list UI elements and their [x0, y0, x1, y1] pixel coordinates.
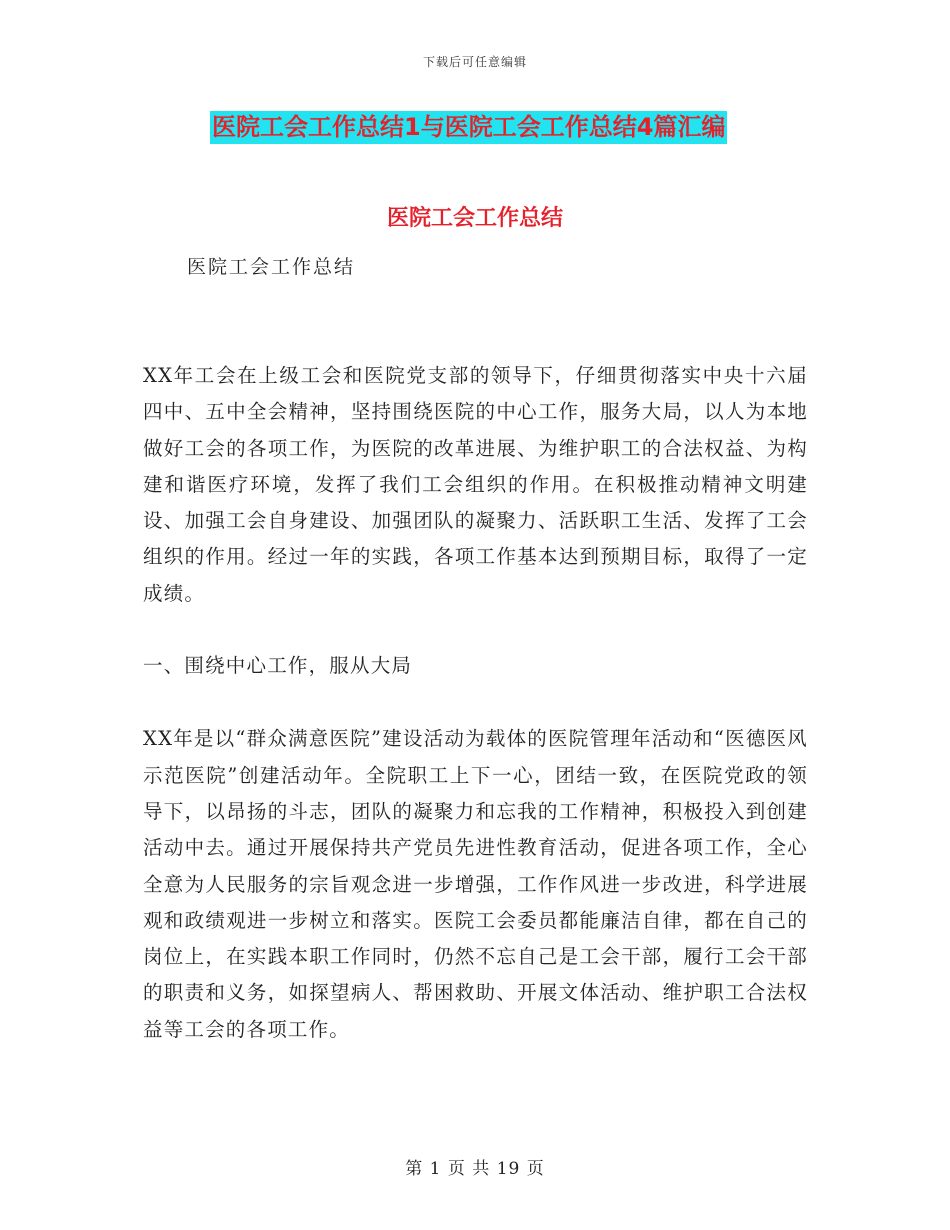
page-indicator: 第 1 页 共 19 页: [405, 1159, 545, 1179]
body-paragraph-1: XX年工会在上级工会和医院党支部的领导下，仔细贯彻落实中央十六届四中、五中全会精神，坚持围绕医院的中心工作，服务大局，以人为本地做好工会的各项工作，为医院的改革进展、为维护职工的合法权益、为构建和谐医疗环境，发挥了我们工会组织的作用。在积极推动精神文明建设、加强工会自身建设、加强团队的凝聚力、活跃职工生活、发挥了工会组织的作用。经过一年的实践，各项工作基本达到预期目标，取得了一定成绩。: [143, 364, 808, 605]
section-title: 医院工会工作总结: [386, 206, 563, 231]
section-heading-1: 一、围绕中心工作，服从大局: [143, 654, 413, 678]
body-paragraph-2: XX年是以“群众满意医院”建设活动为载体的医院管理年活动和“医德医风示范医院”创建活动年。全院职工上下一心，团结一致，在医院党政的领导下，以昂扬的斗志，团队的凝聚力和忘我的工作精神，积极投入到创建活动中去。通过开展保持共产党员先进性教育活动，促进各项工作，全心全意为人民服务的宗旨观念进一步增强，工作作风进一步改进，科学进展观和政绩观进一步树立和落实。医院工会委员都能廉洁自律，都在自己的岗位上，在实践本职工作同时，仍然不忘自己是工会干部，履行工会干部的职责和义务，如探望病人、帮困救助、开展文体活动、维护职工合法权益等工会的各项工作。: [143, 727, 808, 1041]
document-main-title: 医院工会工作总结1与医院工会工作总结4篇汇编: [210, 111, 727, 144]
document-body: [143, 358, 808, 1048]
section-subtitle: 医院工会工作总结: [187, 256, 356, 278]
header-note: 下载后可任意编辑: [422, 55, 527, 69]
